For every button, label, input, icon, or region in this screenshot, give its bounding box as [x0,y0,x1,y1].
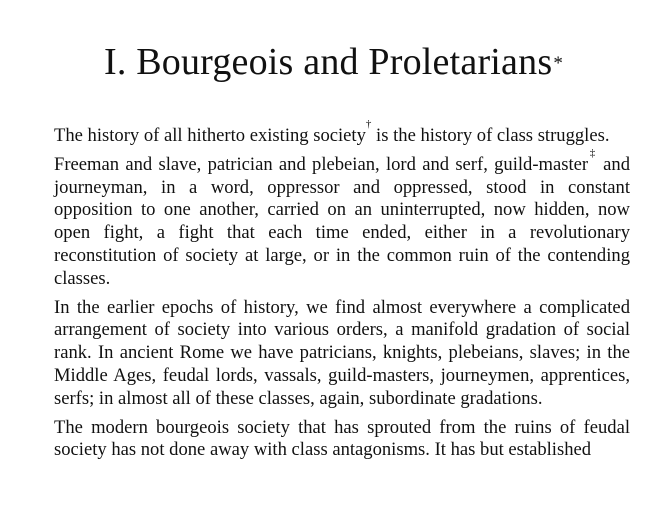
paragraph-2 [54,146,631,291]
footnote-mark-dagger: † [365,118,372,130]
paragraph-1 [54,118,630,148]
paragraph-3 [54,297,630,411]
body-text [54,118,631,468]
paragraph-text: and journeyman, in a word, oppressor and oppressed, stood in constant opposition to one another, carried on an uninterrupted, now hidden, now open fight, a fight that each time ended, either in a revolutionary reconstitution of society at large, or in the common ruin of the contending classes. [54,153,631,289]
title-footnote-mark: * [553,53,564,74]
paragraph-text: The modern bourgeois society that has sprouted from the ruins of feudal society has not done away with class antagonisms. It has but established [54,416,630,461]
paragraph-text: is the history of class struggles. [371,125,610,146]
paragraph-text: In the earlier epochs of history, we find almost everywhere a complicated arrangement of society into various orders, a manifold gradation of social rank. In ancient Rome we have patricians, knights, plebeians, slaves; in the Middle Ages, feudal lords, vassals, guild-masters, journeymen, apprentices, serfs; in almost all of these classes, again, subordinate gradations. [54,296,630,409]
chapter-title [0,38,667,86]
paragraph-text: Freeman and slave, patrician and plebeian, lord and serf, guild-master [54,153,589,175]
paragraph-text: The history of all hitherto existing society [54,125,366,146]
footnote-mark-double-dagger: ‡ [588,146,597,159]
paragraph-4 [54,417,630,463]
chapter-title-text: I. Bourgeois and Proletarians [103,41,553,83]
